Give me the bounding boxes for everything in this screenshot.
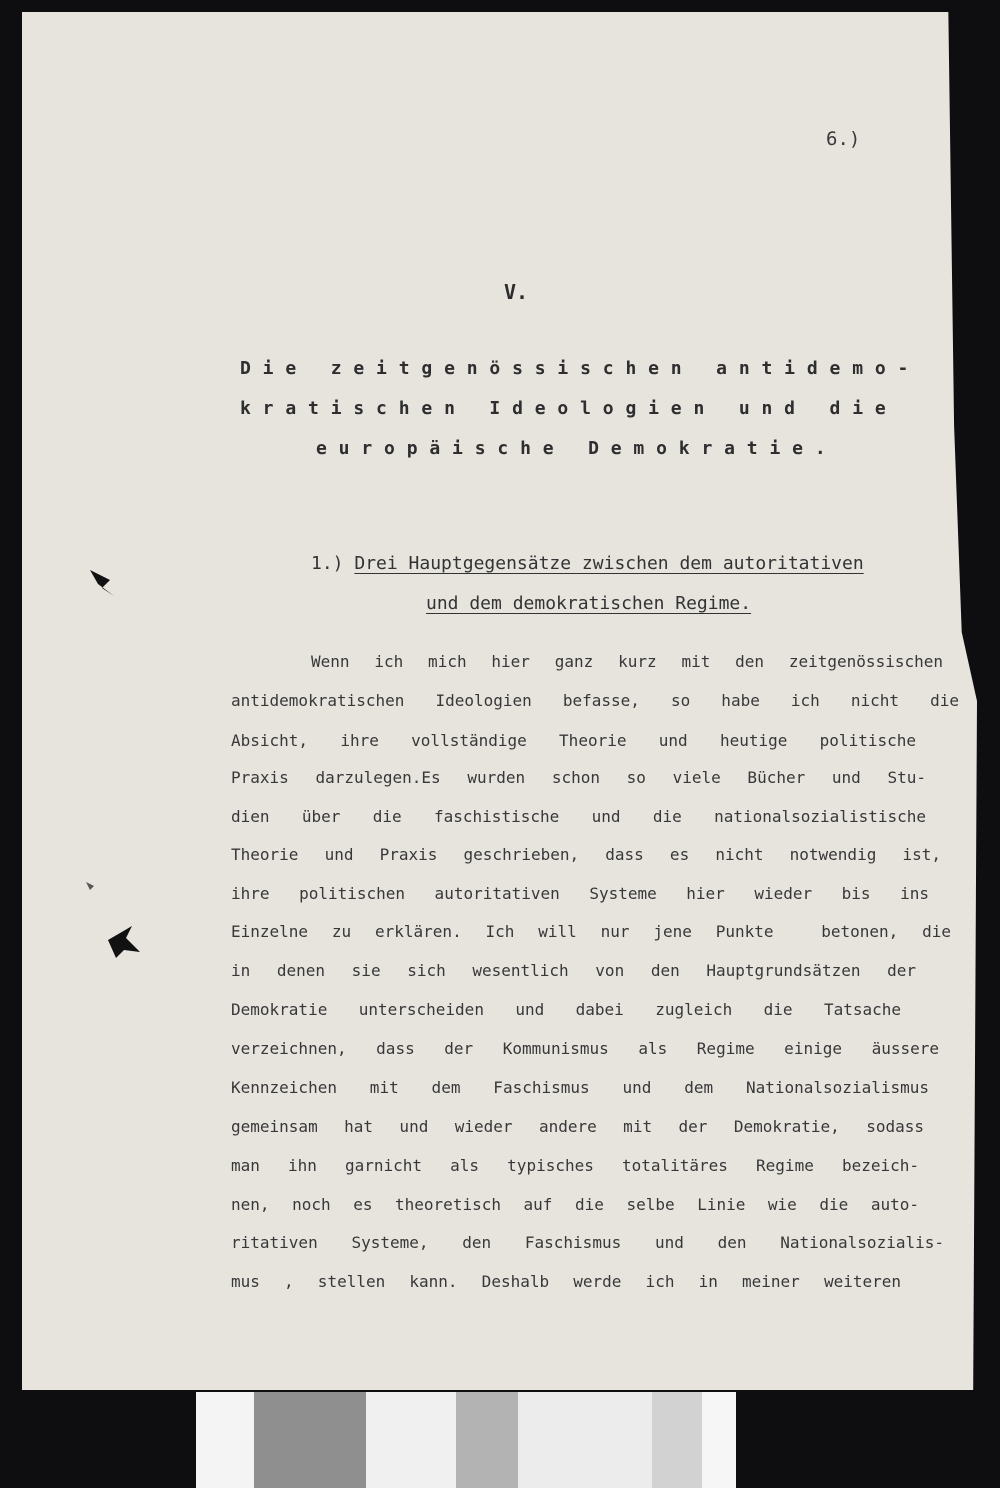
section-heading-text-2: und dem demokratischen Regime.	[426, 593, 752, 614]
body-line: nen, noch es theoretisch auf die selbe Linie wie die auto-	[231, 1195, 919, 1214]
title-line-1: D i e z e i t g e n ö s s i s c h e n a n t i d e m o -	[240, 358, 909, 379]
body-line: gemeinsam hat und wieder andere mit der Demokratie, sodass	[231, 1117, 924, 1136]
body-line: dien über die faschistische und die nationalsozialistische	[231, 807, 926, 826]
section-number: 1.)	[311, 553, 344, 574]
white-strip	[518, 1392, 652, 1488]
hole-bottom	[108, 926, 140, 958]
body-line: Wenn ich mich hier ganz kurz mit den zeitgenössischen	[311, 652, 943, 671]
lightgrey-strip	[456, 1392, 518, 1488]
title-line-2: k r a t i s c h e n I d e o l o g i e n u n d d i e	[240, 398, 887, 419]
speck	[86, 882, 94, 890]
body-line: man ihn garnicht als typisches totalitäres Regime bezeich-	[231, 1156, 919, 1175]
body-line: Theorie und Praxis geschrieben, dass es nicht notwendig ist,	[231, 845, 941, 864]
body-line: antidemokratischen Ideologien befasse, so habe ich nicht die	[231, 691, 959, 710]
chapter-numeral: V.	[504, 280, 529, 304]
grey-strip	[254, 1392, 366, 1488]
body-line: ritativen Systeme, den Faschismus und den Nationalsozialis-	[231, 1233, 944, 1252]
body-line: Praxis darzulegen.Es wurden schon so viele Bücher und Stu-	[231, 768, 926, 787]
hole-top	[90, 570, 114, 596]
body-line: Demokratie unterscheiden und dabei zugleich die Tatsache	[231, 1000, 901, 1019]
body-line: verzeichnen, dass der Kommunismus als Regime einige äussere	[231, 1039, 939, 1058]
page-number: 6.)	[826, 128, 861, 150]
punch-holes	[80, 560, 150, 980]
body-line: Absicht, ihre vollständige Theorie und heutige politische	[231, 731, 916, 750]
body-line: Kennzeichen mit dem Faschismus und dem Nationalsozialismus	[231, 1078, 929, 1097]
white-strip	[366, 1392, 456, 1488]
body-line: in denen sie sich wesentlich von den Hauptgrundsätzen der	[231, 961, 916, 980]
section-heading-line-2	[426, 593, 751, 614]
body-line: Einzelne zu erklären. Ich will nur jene Punkte betonen, die	[231, 922, 951, 941]
body-line: mus , stellen kann. Deshalb werde ich in meiner weiteren	[231, 1272, 901, 1291]
white-strip	[196, 1392, 254, 1488]
title-line-3: e u r o p ä i s c h e D e m o k r a t i e .	[316, 438, 827, 459]
section-heading-text-1: Drei Hauptgegensätze zwischen dem autoritativen	[354, 553, 864, 574]
white-strip	[702, 1392, 736, 1488]
body-line: ihre politischen autoritativen Systeme hier wieder bis ins	[231, 884, 929, 903]
section-heading-line-1	[311, 553, 864, 574]
grey-strip	[652, 1392, 702, 1488]
